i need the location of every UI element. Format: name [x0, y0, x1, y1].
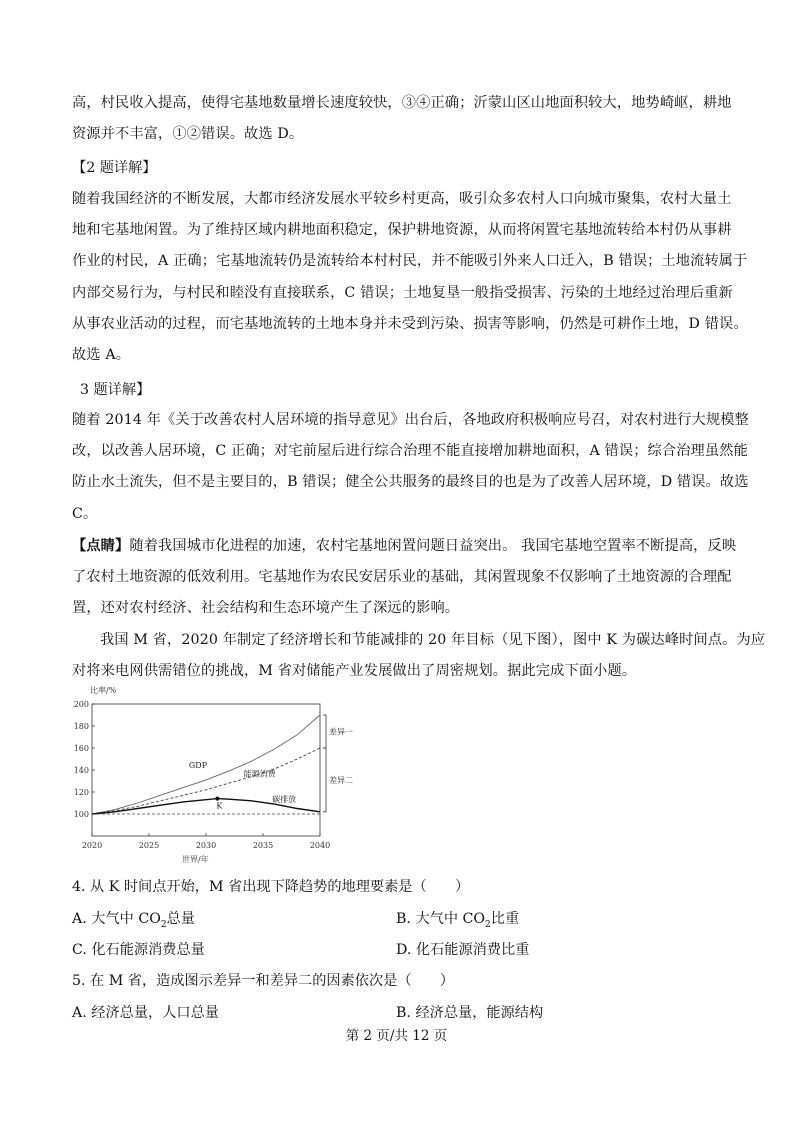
page-footer: 第 2 页/共 12 页 — [345, 1028, 448, 1044]
dianjing-label: 【点睛】 — [72, 538, 130, 554]
series-label-energy: 能源消费 — [243, 769, 276, 779]
y-tick-label: 140 — [73, 766, 89, 775]
series-label-gdp: GDP — [188, 760, 208, 770]
text-line: 我国 M 省，2020 年制定了经济增长和节能减排的 20 年目标（见下图），图中 K 为碳达峰时间点。为应 — [100, 632, 766, 648]
text-line: 随着我国经济的不断发展，大都市经济发展水平较乡村更高，吸引众多农村人口向城市聚集，农村大量土 — [72, 191, 732, 207]
paragraph-q1-tail — [72, 88, 732, 150]
x-tick-label: 2020 — [81, 841, 103, 850]
text-line — [72, 531, 737, 562]
x-tick-label: 2035 — [252, 841, 274, 850]
x-ticks — [82, 833, 330, 850]
option-4b-post: 比重 — [490, 911, 520, 927]
difference-two-bracket — [323, 748, 326, 812]
k-point-marker — [215, 797, 219, 801]
option-5a[interactable]: A. 经济总量，人口总量 — [72, 1005, 219, 1021]
text-line: 了农村土地资源的低效利用。宅基地作为农民安居乐业的基础，其闲置现象不仅影响了土地资源的合理配 — [72, 569, 732, 586]
line-chart — [70, 684, 353, 864]
option-4b-pre: B. 大气中 CO — [396, 911, 486, 927]
text-line: 高，村民收入提高，使得宅基地数量增长速度较快，③④正确；沂蒙山区山地面积较大，地势崎岖，耕地 — [72, 95, 732, 111]
series-line-1 — [92, 748, 320, 814]
y-tick-label: 120 — [73, 788, 89, 797]
text-line: 置，还对农村经济、社会结构和生态环境产生了深远的影响。 — [72, 600, 460, 617]
y-axis-label: 比率/% — [90, 686, 117, 695]
difference-two-label: 差异二 — [329, 775, 353, 785]
text-line: 地和宅基地闲置。为了维持区域内耕地面积稳定，保护耕地资源，从而将闲置宅基地流转给本村仍从事耕 — [72, 222, 732, 239]
dianjing-text: 随着我国城市化进程的加速，农村宅基地闲置问题日益突出。 我国宅基地空置率不断提高，反映 — [129, 538, 737, 554]
text-line: 对将来电网供需错位的挑战，M 省对储能产业发展做出了周密规划。据此完成下面小题。 — [72, 663, 637, 680]
y-tick-label: 100 — [73, 810, 89, 819]
option-4a-pre: A. 大气中 CO — [72, 911, 161, 927]
option-4a[interactable] — [72, 908, 195, 930]
plot-frame — [92, 704, 320, 836]
text-line: C。 — [72, 505, 98, 522]
text-line: 改，以改善人居环境，C 正确；对宅前屋后进行综合治理不能直接增加耕地面积，A 错误；综合治理虽然能 — [72, 443, 748, 460]
text-line: 防止水土流失，但不是主要目的，B 错误；健全公共服务的最终目的也是为了改善人居环境，D 错误。故选 — [72, 474, 749, 491]
question-4-stem: 4. 从 K 时间点开始，M 省出现下降趋势的地理要素是（ ） — [72, 879, 470, 895]
x-tick-label: 2030 — [195, 841, 217, 850]
heading-q2-explanation: 【2 题详解】 — [72, 160, 157, 176]
y-tick-label: 180 — [73, 722, 89, 731]
text-line: 内部交易行为，与村民和睦没有直接联系，C 错误；土地复垦一般指受损害、污染的土地经过治理后重新 — [72, 284, 733, 301]
paragraph-q3 — [72, 405, 749, 530]
y-tick-label: 200 — [73, 700, 89, 709]
paragraph-dianjing — [72, 531, 737, 625]
k-point-label: K — [216, 801, 223, 811]
question-5-stem: 5. 在 M 省，造成图示差异一和差异二的因素依次是（ ） — [72, 973, 455, 989]
text-line: 随着 2014 年《关于改善农村人居环境的指导意见》出台后，各地政府积极响应号召，对农村进行大规模整 — [72, 412, 749, 428]
y-tick-label: 160 — [73, 744, 89, 753]
x-axis-label: 世界/年 — [182, 855, 209, 864]
option-4c[interactable]: C. 化石能源消费总量 — [72, 942, 205, 958]
difference-one-label: 差异一 — [329, 727, 353, 737]
option-4b-sub: 2 — [485, 919, 491, 930]
series-label-carbon: 碳排放 — [272, 794, 297, 804]
option-5b[interactable]: B. 经济总量，能源结构 — [396, 1005, 544, 1021]
text-line: 从事农业活动的过程，而宅基地流转的土地本身并未受到污染、损害等影响，仍然是可耕作土地，D 错误。 — [72, 315, 748, 332]
text-line: 故选 A。 — [72, 346, 131, 363]
heading-q3-explanation: 3 题详解】 — [80, 382, 151, 398]
option-4d[interactable]: D. 化石能源消费比重 — [396, 942, 530, 958]
option-4a-post: 总量 — [166, 911, 195, 927]
paragraph-material — [72, 625, 766, 687]
text-line: 作业的村民，A 正确；宅基地流转仍是流转给本村村民，并不能吸引外来人口迁入，B 错误；土地流转属于 — [72, 253, 748, 270]
text-line: 资源并不丰富，①②错误。故选 D。 — [72, 126, 304, 143]
difference-one-bracket — [323, 715, 326, 748]
x-tick-label: 2040 — [309, 841, 331, 850]
option-4b[interactable] — [396, 908, 519, 930]
paragraph-q2 — [72, 184, 748, 371]
series-labels — [189, 715, 353, 812]
option-4a-sub: 2 — [160, 919, 167, 930]
x-tick-label: 2025 — [138, 841, 160, 850]
